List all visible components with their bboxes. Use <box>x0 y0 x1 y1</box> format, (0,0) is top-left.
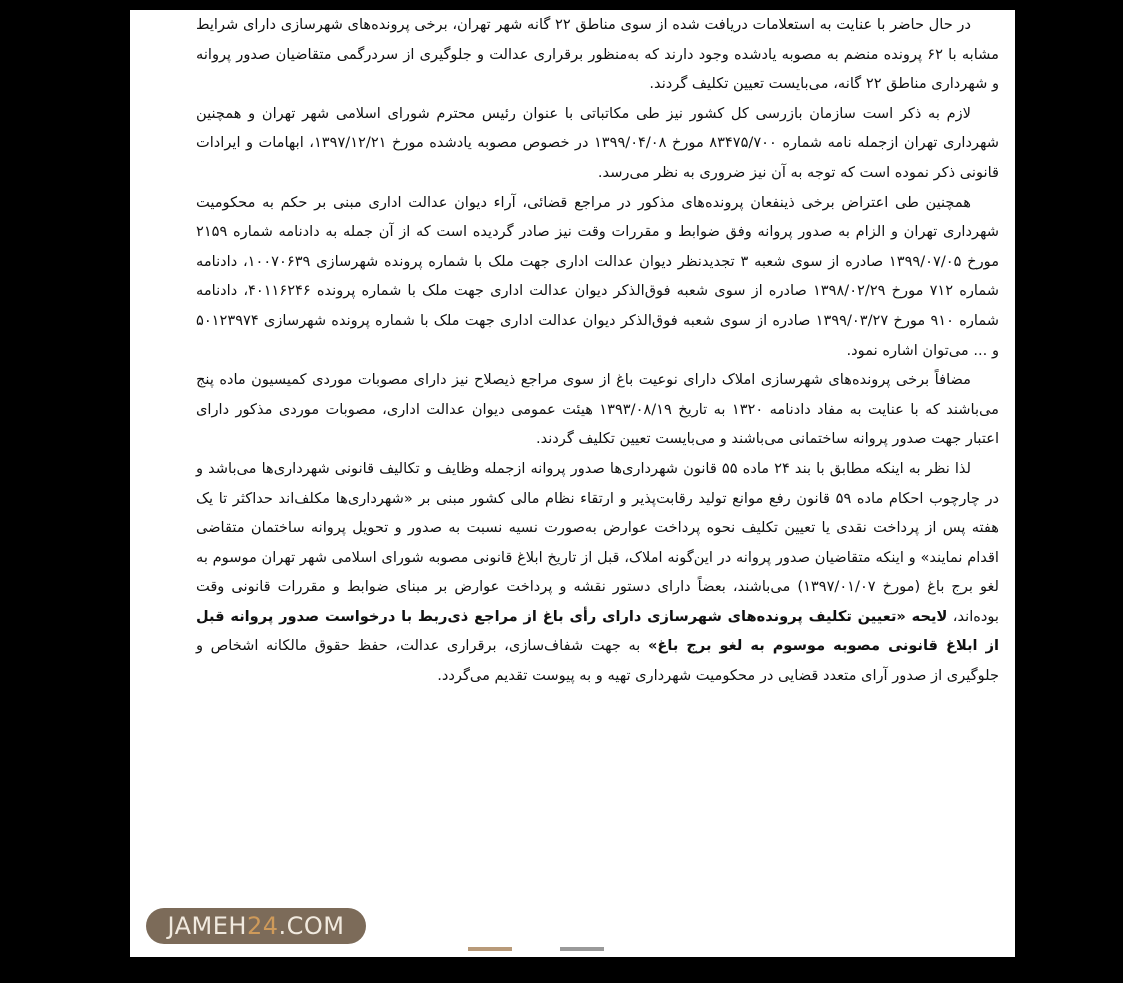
paragraph-3 <box>196 188 999 366</box>
page-edge-mark <box>468 947 512 951</box>
document-page <box>130 10 1015 957</box>
document-body <box>196 10 999 691</box>
bill-title-bold: لایحه «تعیین تکلیف پرونده‌های شهرسازی دارای رأی باغ از مراجع ذی‌ربط با درخواست صدور پروانه قبل از ابلاغ قانونی مصوبه موسوم به لغو برج باغ» <box>196 607 999 655</box>
paragraph-2-text: لازم به ذکر است سازمان بازرسی کل کشور نیز طی مکاتباتی با عنوان رئیس محترم شورای اسلامی شهر تهران و همچنین شهرداری تهران ازجمله نامه شماره ۸۳۴۷۵/۷۰۰ مورخ ۱۳۹۹/۰۴/۰۸ در خصوص مصوبه یادشده مورخ ۱۳۹۷/۱۲/۲۱، ابهامات و ایرادات قانونی ذکر نموده است که توجه به آن نیز ضروری به نظر می‌رسد. <box>196 104 999 181</box>
watermark-text-jameh: JAMEH <box>167 912 247 940</box>
paragraph-5 <box>196 454 999 691</box>
paragraph-4 <box>196 365 999 454</box>
paragraph-3-text: همچنین طی اعتراض برخی ذینفعان پرونده‌های مذکور در مراجع قضائی، آراء دیوان عدالت اداری مبنی بر حکم به محکومیت شهرداری تهران و الزام به صدور پروانه وفق ضوابط و مقررات وقت نیز صادر گردیده است که از آن جمله به دادنامه شماره ۲۱۵۹ مورخ ۱۳۹۹/۰۷/۰۵ صادره از سوی شعبه ۳ تجدیدنظر دیوان عدالت اداری جهت ملک با شماره پرونده شهرسازی ۱۰۰۷۰۶۳۹، دادنامه شماره ۷۱۲ مورخ ۱۳۹۸/۰۲/۲۹ صادره از سوی شعبه فوق‌الذکر دیوان عدالت اداری جهت ملک با شماره پرونده ۴۰۱۱۶۲۴۶، دادنامه شماره ۹۱۰ مورخ ۱۳۹۹/۰۳/۲۷ صادره از سوی شعبه فوق‌الذکر دیوان عدالت اداری جهت ملک با شماره پرونده شهرسازی ۵۰۱۲۳۹۷۴ و ... می‌توان اشاره نمود. <box>196 193 1000 359</box>
page-edge-mark <box>560 947 604 951</box>
paragraph-4-text: مضافاً برخی پرونده‌های شهرسازی املاک دارای نوعیت باغ از سوی مراجع ذیصلاح نیز دارای مصوبات موردی کمیسیون ماده پنج می‌باشند که با عنایت به مفاد دادنامه ۱۳۲۰ به تاریخ ۱۳۹۳/۰۸/۱۹ هیئت عمومی دیوان عدالت اداری، مصوبات موردی مذکور دارای اعتبار جهت صدور پروانه ساختمانی می‌باشند و می‌بایست تعیین تکلیف گردند. <box>196 371 999 448</box>
jameh24-watermark-logo <box>146 908 366 944</box>
paragraph-1-text: در حال حاضر با عنایت به استعلامات دریافت شده از سوی مناطق ۲۲ گانه شهر تهران، برخی پرونده‌های شهرسازی دارای شرایط مشابه با ۶۲ پرونده منضم به مصوبه یادشده وجود دارند که به‌منظور برقراری عدالت و جلوگیری از سردرگمی متقاضیان صدور پروانه و شهرداری مناطق ۲۲ گانه، می‌بایست تعیین تکلیف گردند. <box>196 16 999 93</box>
watermark-text-24: 24 <box>246 912 279 940</box>
paragraph-5-text-start: لذا نظر به اینکه مطابق با بند ۲۴ ماده ۵۵ قانون شهرداری‌ها صدور پروانه ازجمله وظایف و تکالیف قانونی شهرداری‌ها می‌باشد و در چارچوب احکام ماده ۵۹ قانون رفع موانع تولید رقابت‌پذیر و ارتقاء نظام مالی کشور مبنی بر «شهرداری‌ها مکلف‌اند حداکثر تا یک هفته پس از پرداخت نقدی یا تعیین تکلیف نحوه پرداخت عوارض به‌صورت نسیه نسبت به صدور و تحویل پروانه ساختمان متقاضی اقدام نمایند» و اینکه متقاضیان صدور پروانه در این‌گونه املاک، قبل از تاریخ ابلاغ قانونی مصوبه شورای اسلامی شهر تهران موسوم به لغو برج باغ (مورخ ۱۳۹۷/۰۱/۰۷) می‌باشند، بعضاً دارای دستور نقشه و پرداخت عوارض بر مبنای ضوابط و مقررات قانونی وقت بوده‌اند، <box>196 459 999 625</box>
paragraph-5-text-end: به جهت شفاف‌سازی، برقراری عدالت، حفظ حقوق مالکانه اشخاص و جلوگیری از صدور آرای متعدد قضایی در محکومیت شهرداری تهیه و به پیوست تقدیم می‌گردد. <box>196 637 999 685</box>
paragraph-1 <box>196 10 999 99</box>
paragraph-2 <box>196 99 999 188</box>
watermark-text-com: .COM <box>278 912 345 940</box>
